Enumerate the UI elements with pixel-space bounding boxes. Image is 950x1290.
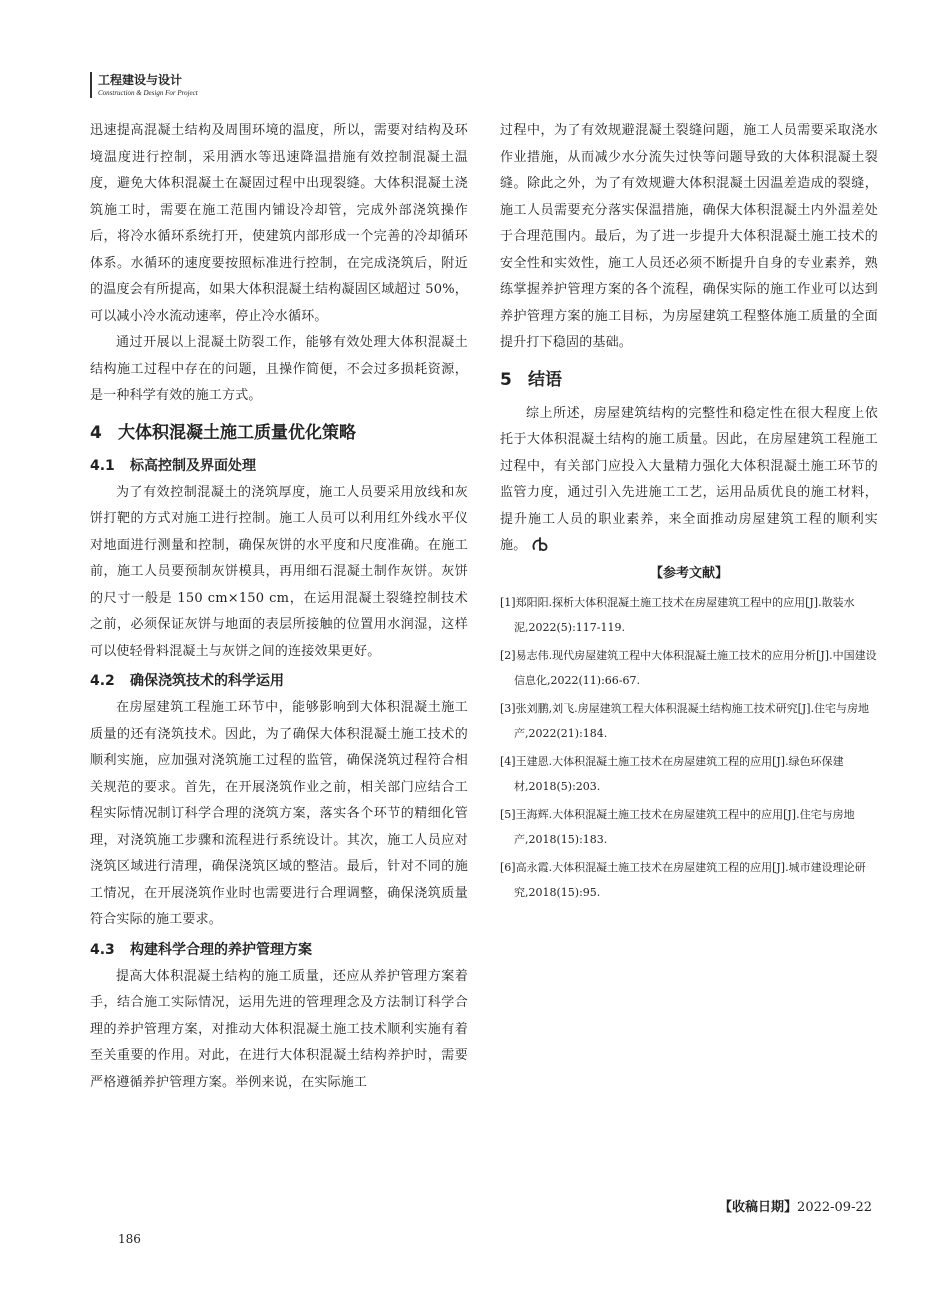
received-date (719, 1196, 872, 1215)
subsection-number: 4.2 (90, 673, 115, 689)
subsection-heading-4-2 (90, 669, 468, 693)
reference-item: [2]易志伟.现代房屋建筑工程中大体积混凝土施工技术的应用分析[J].中国建设信息化,2022(11):66-67. (500, 648, 877, 687)
left-column (90, 118, 468, 1096)
section-title: 大体积混凝土施工质量优化策略 (118, 422, 356, 443)
paragraph: 提高大体积混凝土结构的施工质量，还应从养护管理方案着手，结合施工实际情况，运用先进的管理理念及方法制订科学合理的养护管理方案，对推动大体积混凝土施工技术顺利实施有着至关重要的作用。对此，在进行大体积混凝土结构养护时，需要严格遵循养护管理方案。举例来说，在实际施工 (90, 968, 468, 1090)
paragraph: 通过开展以上混凝土防裂工作，能够有效处理大体积混凝土结构施工过程中存在的问题，且操作简便，不会过多损耗资源，是一种科学有效的施工方式。 (90, 335, 468, 403)
journal-subtitle: Construction & Design For Project (98, 89, 198, 97)
journal-header (90, 72, 198, 98)
subsection-heading-4-3 (90, 938, 468, 962)
paragraph-text: 综上所述，房屋建筑结构的完整性和稳定性在很大程度上依托于大体积混凝土结构的施工质量。因此，在房屋建筑工程施工过程中，有关部门应投入大量精力强化大体积混凝土施工环节的监管力度，通过引入先进施工工艺，运用品质优良的施工材料，提升施工人员的职业素养，来全面推动房屋建筑工程的顺利实施。 (500, 405, 878, 553)
references-heading: 【参考文献】 (649, 565, 728, 581)
reference-item: [1]郑阳阳.探析大体积混凝土施工技术在房屋建筑工程中的应用[J].散装水泥,2022(5):117-119. (500, 595, 855, 634)
reference-item: [5]王海辉.大体积混凝土施工技术在房屋建筑工程中的应用[J].住宅与房地产,2018(15):183. (500, 807, 855, 846)
paragraph-with-end-mark (500, 401, 878, 560)
paragraph: 迅速提高混凝土结构及周围环境的温度，所以，需要对结构及环境温度进行控制，采用洒水等迅速降温措施有效控制混凝土温度，避免大体积混凝土在凝固过程中出现裂缝。大体积混凝土浇筑施工时，需要在施工范围内铺设冷却管，完成外部浇筑操作后，将冷水循环系统打开，使建筑内部形成一个完善的冷却循环体系。水循环的速度要按照标准进行控制，在完成浇筑后，附近的温度会有所提高，如果大体积混凝土结构凝固区域超过 50%，可以减小冷水流动速率，停止冷水循环。 (90, 123, 468, 324)
section-heading-5 (500, 367, 878, 393)
subsection-number: 4.1 (90, 457, 115, 474)
subsection-heading-4-1 (90, 454, 468, 478)
paragraph: 过程中，为了有效规避混凝土裂缝问题，施工人员需要采取浇水作业措施，从而减少水分流失过快等问题导致的大体积混凝土裂缝。除此之外，为了有效规避大体积混凝土因温差造成的裂缝，施工人员需要充分落实保温措施，确保大体积混凝土内外温差处于合理范围内。最后，为了进一步提升大体积混凝土施工技术的安全性和实效性，施工人员还必须不断提升自身的专业素养，熟练掌握养护管理方案的各个流程，确保实际的施工作业可以达到养护管理方案的施工目标，为房屋建筑工程整体施工质量的全面提升打下稳固的基础。 (500, 123, 878, 350)
section-number: 5 (500, 369, 512, 390)
subsection-title: 标高控制及界面处理 (130, 457, 256, 474)
section-number: 4 (90, 422, 102, 443)
section-title: 结语 (528, 369, 562, 390)
paragraph: 为了有效控制混凝土的浇筑厚度，施工人员要采用放线和灰饼打靶的方式对施工进行控制。施工人员可以利用红外线水平仪对地面进行测量和控制，确保灰饼的水平度和尺度准确。在施工前，施工人员要预制灰饼模具，再用细石混凝土制作灰饼。灰饼的尺寸一般是 150 cm×150 cm，在运用混凝土裂缝控制技术之前，必须保证灰饼与地面的表层所接触的位置用水润湿，这样可以使轻骨料混凝土与灰饼之间的连接效果更好。 (90, 484, 468, 659)
paragraph: 在房屋建筑工程施工环节中，能够影响到大体积混凝土施工质量的还有浇筑技术。因此，为了确保大体积混凝土施工技术的顺利实施，应加强对浇筑施工过程的监管，确保浇筑过程符合相关规范的要求。首先，在开展浇筑作业之前，相关部门应结合工程实际情况制订科学合理的浇筑方案，落实各个环节的精细化管理，对浇筑施工步骤和流程进行系统设计。其次，施工人员应对浇筑区域进行清理，确保浇筑区域的整洁。最后，针对不同的施工情况，在开展浇筑作业时也需要进行合理调整，确保浇筑质量符合实际的施工要求。 (90, 700, 468, 927)
subsection-title: 构建科学合理的养护管理方案 (130, 941, 312, 958)
subsection-number: 4.3 (90, 941, 115, 958)
reference-list (500, 590, 878, 905)
received-date-value: 2022-09-22 (797, 1200, 872, 1215)
page-number: 186 (118, 1232, 141, 1246)
right-column (500, 118, 878, 908)
received-label: 【收稿日期】 (719, 1200, 798, 1215)
journal-logo-icon (530, 536, 550, 552)
journal-title: 工程建设与设计 (98, 73, 183, 87)
reference-item: [6]高永霞.大体积混凝土施工技术在房屋建筑工程的应用[J].城市建设理论研究,2018(15):95. (500, 860, 866, 899)
reference-item: [3]张刘鹏,刘飞.房屋建筑工程大体积混凝土结构施工技术研究[J].住宅与房地产,2022(21):184. (500, 701, 870, 740)
reference-item: [4]王建恩.大体积混凝土施工技术在房屋建筑工程的应用[J].绿色环保建材,2018(5):203. (500, 754, 844, 793)
section-heading-4 (90, 420, 468, 446)
subsection-title: 确保浇筑技术的科学运用 (130, 673, 284, 689)
